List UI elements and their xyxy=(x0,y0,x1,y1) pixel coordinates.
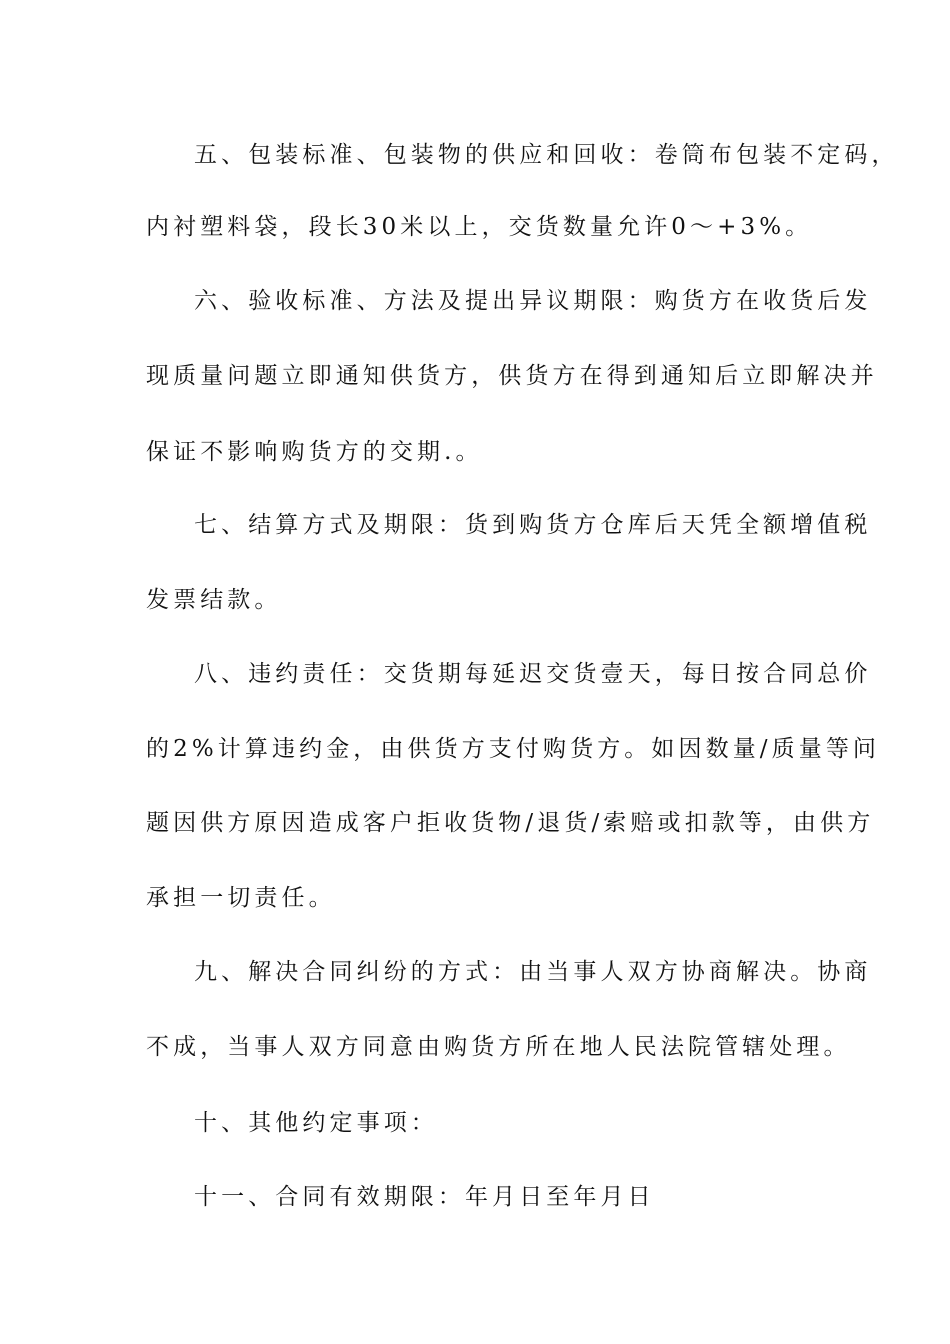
clause-5-line-2: 内衬塑料袋，段长30米以上，交货数量允许0～+3%。 xyxy=(146,214,813,240)
clause-9-line-1: 九、解决合同纠纷的方式：由当事人双方协商解决。协商 xyxy=(194,959,872,985)
clause-8-line-1: 八、违约责任：交货期每延迟交货壹天，每日按合同总价 xyxy=(194,661,872,687)
clause-7-line-2: 发票结款。 xyxy=(146,587,282,613)
clause-7-line-1: 七、结算方式及期限：货到购货方仓库后天凭全额增值税 xyxy=(194,512,872,538)
clause-8-line-2: 的2%计算违约金，由供货方支付购货方。如因数量/质量等问 xyxy=(146,736,881,762)
clause-6-line-3: 保证不影响购货方的交期.。 xyxy=(146,439,483,465)
clause-11-line-1: 十一、合同有效期限：年月日至年月日 xyxy=(194,1184,655,1210)
clause-6-line-1: 六、验收标准、方法及提出异议期限：购货方在收货后发 xyxy=(194,288,872,314)
clause-6-line-2: 现质量问题立即通知供货方，供货方在得到通知后立即解决并 xyxy=(146,363,878,389)
clause-8-line-3: 题因供方原因造成客户拒收货物/退货/索赔或扣款等，由供方 xyxy=(146,810,875,836)
clause-5-line-1: 五、包装标准、包装物的供应和回收：卷筒布包装不定码， xyxy=(194,142,899,168)
clause-9-line-2: 不成，当事人双方同意由购货方所在地人民法院管辖处理。 xyxy=(146,1034,851,1060)
clause-10-line-1: 十、其他约定事项： xyxy=(194,1110,438,1136)
clause-8-line-4: 承担一切责任。 xyxy=(146,885,336,911)
